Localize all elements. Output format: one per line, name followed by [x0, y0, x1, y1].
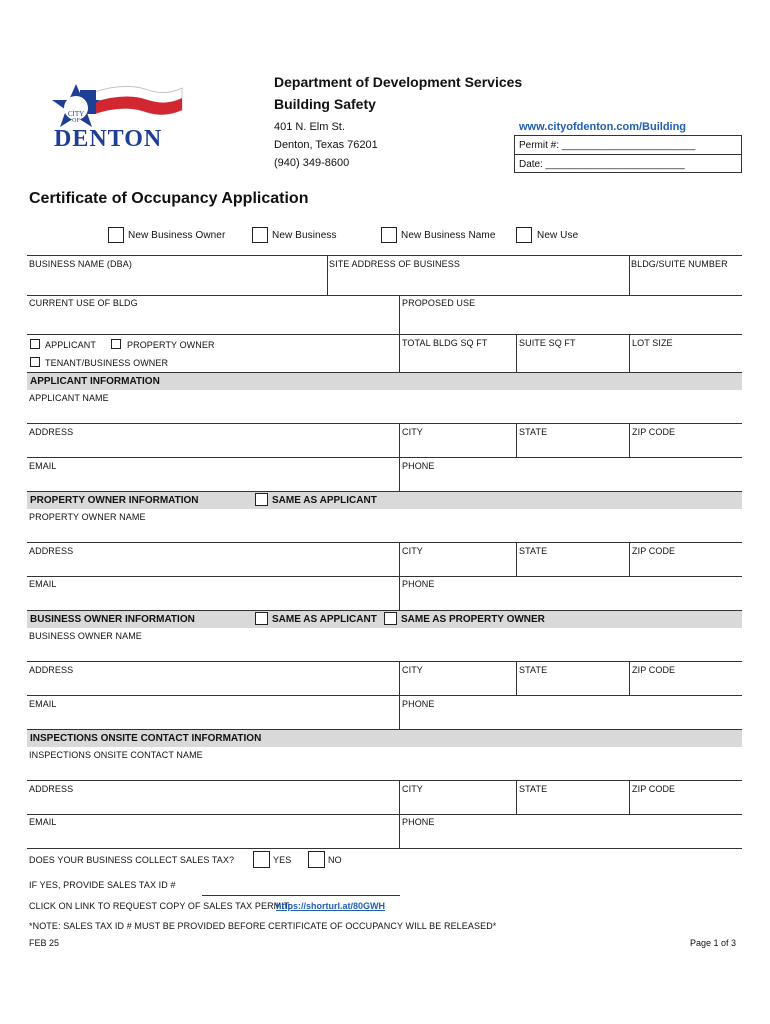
logo-of-text: OF [72, 118, 80, 124]
insp-address-label: ADDRESS [29, 784, 74, 794]
property-owner-label: PROPERTY OWNER [127, 340, 215, 350]
bo-same-as-applicant-label: SAME AS APPLICANT [272, 614, 377, 625]
sales-tax-no-checkbox[interactable] [308, 851, 325, 868]
bo-phone-label: PHONE [402, 699, 435, 709]
applicant-email-label: EMAIL [29, 461, 57, 471]
applicant-section-header: APPLICANT INFORMATION [30, 376, 160, 387]
new-business-owner-label: New Business Owner [128, 230, 226, 241]
owner-address-label: ADDRESS [29, 546, 74, 556]
applicant-name-label: APPLICANT NAME [29, 393, 109, 403]
owner-zip-label: ZIP CODE [632, 546, 676, 556]
permit-number-field[interactable]: Permit #: ________________________ [519, 140, 696, 151]
owner-name-label: PROPERTY OWNER NAME [29, 512, 146, 522]
footer-page-number: Page 1 of 3 [690, 938, 737, 948]
permit-box [514, 135, 742, 173]
applicant-label: APPLICANT [45, 340, 96, 350]
inspections-name-label: INSPECTIONS ONSITE CONTACT NAME [29, 750, 203, 760]
address-line-2: Denton, Texas 76201 [274, 139, 378, 151]
applicant-checkbox[interactable] [30, 339, 40, 349]
bo-zip-label: ZIP CODE [632, 665, 676, 675]
date-field[interactable]: Date: _________________________ [519, 159, 685, 170]
bo-same-as-owner-label: SAME AS PROPERTY OWNER [401, 614, 545, 625]
insp-zip-label: ZIP CODE [632, 784, 676, 794]
insp-state-label: STATE [519, 784, 548, 794]
new-use-checkbox[interactable] [516, 227, 532, 243]
business-name-label: BUSINESS NAME (DBA) [29, 259, 132, 269]
sales-tax-id-label: IF YES, PROVIDE SALES TAX ID # [29, 880, 176, 890]
new-business-name-checkbox[interactable] [381, 227, 397, 243]
division-name: Building Safety [274, 96, 376, 112]
dept-name: Department of Development Services [274, 74, 523, 90]
site-address-label: SITE ADDRESS OF BUSINESS [329, 259, 460, 269]
sales-tax-yes-checkbox[interactable] [253, 851, 270, 868]
footer-date: FEB 25 [29, 938, 60, 948]
website-link[interactable]: www.cityofdenton.com/Building [519, 121, 687, 133]
bo-same-as-applicant-checkbox[interactable] [255, 612, 268, 625]
inspections-section-header: INSPECTIONS ONSITE CONTACT INFORMATION [30, 733, 262, 744]
address-line-1: 401 N. Elm St. [274, 121, 345, 133]
business-owner-section-header: BUSINESS OWNER INFORMATION [30, 614, 195, 625]
bo-email-label: EMAIL [29, 699, 57, 709]
phone-number: (940) 349-8600 [274, 157, 350, 169]
sales-tax-id-input-line[interactable] [202, 895, 400, 896]
owner-same-as-applicant-label: SAME AS APPLICANT [272, 495, 377, 506]
proposed-use-label: PROPOSED USE [402, 298, 476, 308]
logo-name-text: DENTON [54, 126, 163, 152]
form-title: Certificate of Occupancy Application [29, 190, 309, 207]
new-use-label: New Use [537, 230, 579, 241]
property-owner-checkbox[interactable] [111, 339, 121, 349]
bo-state-label: STATE [519, 665, 548, 675]
owner-city-label: CITY [402, 546, 423, 556]
sales-tax-no-label: NO [328, 855, 342, 865]
applicant-phone-label: PHONE [402, 461, 435, 471]
bldg-suite-label: BLDG/SUITE NUMBER [631, 259, 728, 269]
owner-state-label: STATE [519, 546, 548, 556]
bo-address-label: ADDRESS [29, 665, 74, 675]
applicant-zip-label: ZIP CODE [632, 427, 676, 437]
sales-tax-link-prompt: CLICK ON LINK TO REQUEST COPY OF SALES TAX PERMIT: [29, 901, 292, 911]
suite-sqft-label: SUITE SQ FT [519, 338, 576, 348]
applicant-state-label: STATE [519, 427, 548, 437]
owner-phone-label: PHONE [402, 579, 435, 589]
insp-city-label: CITY [402, 784, 423, 794]
current-use-label: CURRENT USE OF BLDG [29, 298, 138, 308]
business-owner-name-label: BUSINESS OWNER NAME [29, 631, 142, 641]
applicant-address-label: ADDRESS [29, 427, 74, 437]
bo-city-label: CITY [402, 665, 423, 675]
city-logo [36, 80, 188, 156]
insp-email-label: EMAIL [29, 817, 57, 827]
insp-phone-label: PHONE [402, 817, 435, 827]
lot-size-label: LOT SIZE [632, 338, 673, 348]
new-business-label: New Business [272, 230, 337, 241]
tenant-label: TENANT/BUSINESS OWNER [45, 358, 169, 368]
sales-tax-question: DOES YOUR BUSINESS COLLECT SALES TAX? [29, 855, 235, 865]
owner-section-header: PROPERTY OWNER INFORMATION [30, 495, 199, 506]
new-business-name-label: New Business Name [401, 230, 496, 241]
sales-tax-yes-label: YES [273, 855, 292, 865]
sales-tax-note: *NOTE: SALES TAX ID # MUST BE PROVIDED BEFORE CERTIFICATE OF OCCUPANCY WILL BE RELEASED* [29, 921, 497, 931]
owner-email-label: EMAIL [29, 579, 57, 589]
applicant-city-label: CITY [402, 427, 423, 437]
owner-same-as-applicant-checkbox[interactable] [255, 493, 268, 506]
tenant-checkbox[interactable] [30, 357, 40, 367]
new-business-checkbox[interactable] [252, 227, 268, 243]
logo-city-text: CITY [67, 110, 85, 118]
new-business-owner-checkbox[interactable] [108, 227, 124, 243]
bo-same-as-owner-checkbox[interactable] [384, 612, 397, 625]
total-sqft-label: TOTAL BLDG SQ FT [402, 338, 488, 348]
sales-tax-permit-link[interactable]: https://shorturl.at/80GWH [276, 901, 386, 911]
